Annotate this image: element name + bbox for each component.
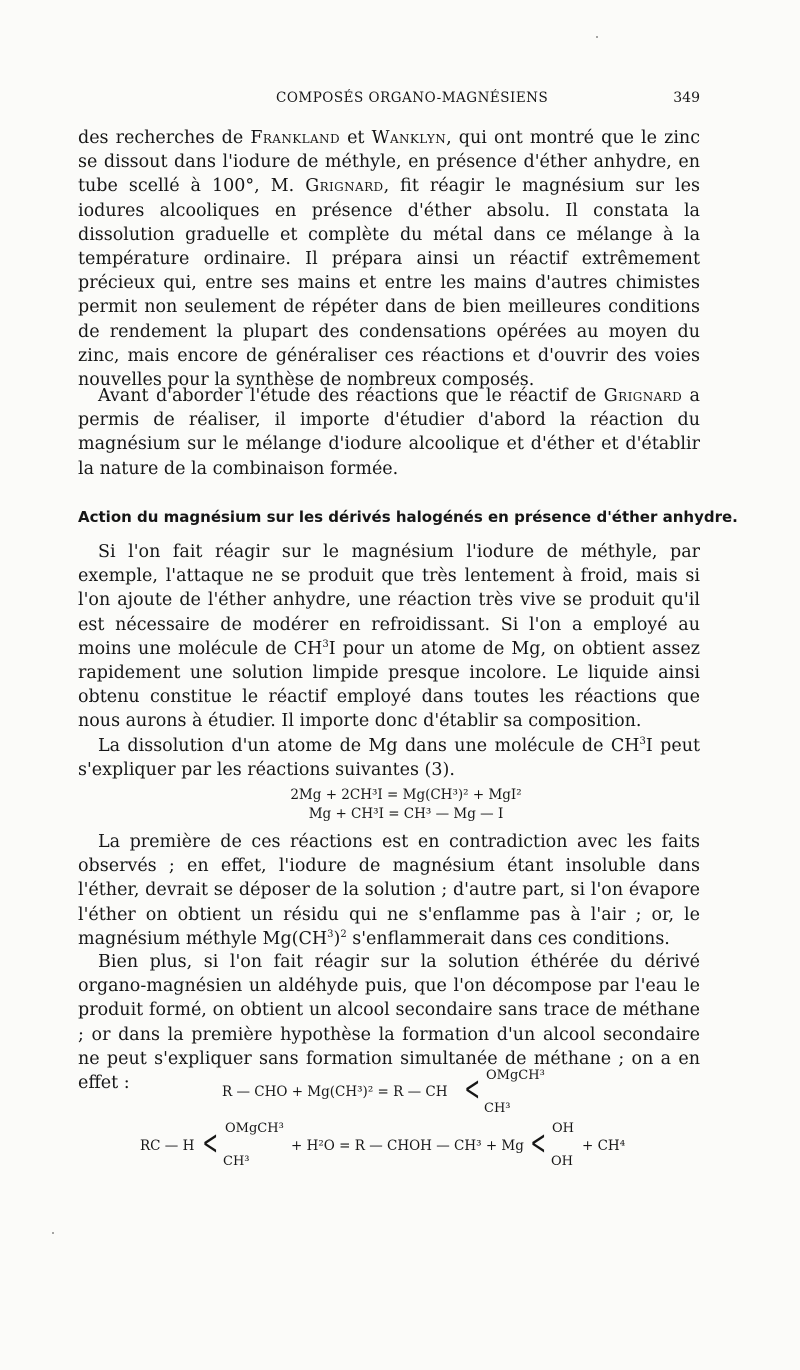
- page-number: 349: [673, 90, 700, 106]
- paragraph-1: [78, 126, 700, 392]
- text: Si l'on fait réagir sur le magnésium l'iodure de méthyle, par exemple, l'attaque ne se produit que très lentement à froid, mais si l'on ajoute de l'éther anhydre, une réaction très vive se produit qu'il est nécessaire de modérer en refroidissant. Si l'on a employé au moins une molécule de CH: [78, 542, 700, 659]
- text: et: [339, 128, 372, 148]
- author-frankland: Frankland: [250, 128, 340, 148]
- equation-3-top: OMgCH³: [486, 1068, 545, 1083]
- bracket-glyph: <: [464, 1069, 481, 1109]
- equation-2: Mg + CH³I = CH³ — Mg — I: [308, 806, 504, 822]
- text: a permis de réaliser, il importe d'étudier d'abord la réaction du magnésium sur le mélange d'iodure alcoolique et d'éther et d'établir la nature de la combinaison formée.: [78, 386, 700, 479]
- paragraph-2: [78, 384, 700, 481]
- text: Bien plus, si l'on fait réagir sur la solution éthérée du dérivé organo-magnésien un aldéhyde puis, que l'on décompose par l'eau le produit formé, on obtient un alcool secondaire sans trace de méthane ; or dans la première hypothèse la formation d'un alcool secondaire ne peut s'expliquer sans formation simultanée de méthane ; on a en effet :: [78, 952, 700, 1094]
- paragraph-3: [78, 540, 700, 734]
- page-header: [78, 90, 700, 114]
- running-title: COMPOSÉS ORGANO-MAGNÉSIENS: [276, 90, 549, 106]
- text: s'enflammerait dans ces conditions.: [346, 928, 670, 949]
- author-wanklyn: Wanklyn: [371, 128, 447, 148]
- paragraph-5: [78, 830, 700, 951]
- equation-4-end: + CH⁴: [582, 1138, 626, 1154]
- page-speck: [52, 1232, 54, 1234]
- equation-4-bottom-2: OH: [551, 1154, 573, 1169]
- bracket-glyph: <: [202, 1123, 219, 1163]
- equation-4-bottom: CH³: [223, 1154, 250, 1169]
- text: ): [333, 928, 341, 949]
- paragraph-6: [78, 950, 700, 1095]
- superscript: 3: [327, 928, 334, 940]
- equation-3-left: R — CHO + Mg(CH³)² = R — CH: [222, 1084, 448, 1100]
- text: La première de ces réactions est en contradiction avec les faits observés ; en effet, l'iodure de magnésium étant insoluble dans l'éther, devrait se déposer de la solution ; d'autre part, si l'on évapore l'éther on obtient un résidu qui ne s'enflamme pas à l'air ; or, le magnésium méthyle Mg(CH: [78, 832, 700, 949]
- author-grignard: Grignard: [305, 176, 384, 197]
- equation-4-top: OMgCH³: [225, 1121, 284, 1136]
- paragraph-4: [78, 734, 700, 782]
- text: I pour un atome de Mg, on obtient assez rapidement une solution limpide presque incolore. Le liquide ainsi obtenu constitue le réactif employé dans toutes les réactions que nous aurons à étudier. Il importe donc d'établir sa composition.: [78, 638, 700, 732]
- author-grignard: Grignard: [603, 386, 683, 406]
- equation-4-top-2: OH: [552, 1121, 574, 1136]
- equation-4-middle: + H²O = R — CHOH — CH³ + Mg: [291, 1138, 524, 1154]
- equation-4-left: RC — H: [140, 1138, 195, 1154]
- text: des recherches de: [78, 128, 251, 148]
- text: Avant d'aborder l'étude des réactions que le réactif de: [98, 386, 604, 406]
- text: , qui ont montré que le zinc se dissout dans l'iodure de méthyle, en présence d'éther anhydre, en tube scellé à 100°, M.: [78, 128, 700, 197]
- text: , fit réagir le magnésium sur les iodures alcooliques en présence d'éther absolu. Il constata la dissolution graduelle et complète du métal dans ce mélange à la température ordinaire. Il prépara ainsi un réactif extrêmement précieux qui, entre ses mains et entre les mains d'autres chimistes permit non seulement de répéter dans de bien meilleures conditions de rendement la plupart des condensations opérées au moyen du zinc, mais encore de généraliser ces réactions et d'ouvrir des voies nouvelles pour la synthèse de nombreux composés.: [78, 176, 700, 391]
- section-heading: Action du magnésium sur les dérivés halogénés en présence d'éther anhydre.: [78, 508, 738, 526]
- equation-3-bottom: CH³: [484, 1101, 511, 1116]
- superscript: 2: [340, 928, 347, 940]
- page-speck: [596, 36, 598, 38]
- equation-1: 2Mg + 2CH³I = Mg(CH³)² + MgI²: [290, 787, 522, 803]
- superscript: 3: [639, 736, 646, 748]
- text: I peut s'expliquer par les réactions suivantes (3).: [78, 736, 701, 781]
- equations-formation: [0, 786, 800, 824]
- text: La dissolution d'un atome de Mg dans une molécule de CH: [98, 736, 640, 756]
- bracket-glyph: <: [530, 1123, 547, 1163]
- superscript: 3: [322, 638, 329, 650]
